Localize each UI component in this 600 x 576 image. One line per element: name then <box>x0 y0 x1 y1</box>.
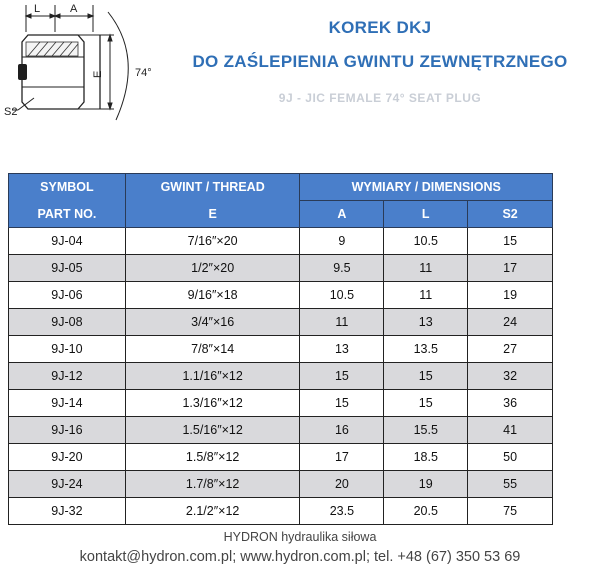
table-row <box>9 417 553 444</box>
table-row <box>9 228 553 255</box>
cell-thread: 7/16″×20 <box>125 228 300 255</box>
dimensions-table <box>8 173 553 525</box>
cell-s2: 41 <box>468 417 553 444</box>
cell-part-no: 9J-14 <box>9 390 126 417</box>
cell-thread: 9/16″×18 <box>125 282 300 309</box>
cell-part-no: 9J-20 <box>9 444 126 471</box>
cell-thread: 1.3/16″×12 <box>125 390 300 417</box>
table-row <box>9 255 553 282</box>
table-row <box>9 471 553 498</box>
cell-a: 10.5 <box>300 282 384 309</box>
header-thread: GWINT / THREAD <box>125 174 300 201</box>
table-row <box>9 498 553 525</box>
dim-label-L: L <box>34 3 41 15</box>
cell-s2: 24 <box>468 309 553 336</box>
cell-part-no: 9J-16 <box>9 417 126 444</box>
cell-s2: 15 <box>468 228 553 255</box>
header-part-no: PART NO. <box>9 201 126 228</box>
cell-a: 15 <box>300 363 384 390</box>
cell-s2: 27 <box>468 336 553 363</box>
cell-l: 15.5 <box>384 417 468 444</box>
cell-part-no: 9J-08 <box>9 309 126 336</box>
cell-s2: 36 <box>468 390 553 417</box>
table-row <box>9 363 553 390</box>
cell-thread: 1/2″×20 <box>125 255 300 282</box>
dim-label-S2: S2 <box>4 106 18 118</box>
cell-a: 23.5 <box>300 498 384 525</box>
header-e: E <box>125 201 300 228</box>
cell-part-no: 9J-06 <box>9 282 126 309</box>
table-row <box>9 309 553 336</box>
cell-part-no: 9J-10 <box>9 336 126 363</box>
cell-part-no: 9J-24 <box>9 471 126 498</box>
dim-label-E: E <box>92 70 104 78</box>
table-header-row <box>9 174 553 201</box>
cell-l: 11 <box>384 282 468 309</box>
cell-l: 11 <box>384 255 468 282</box>
table-row <box>9 390 553 417</box>
cell-thread: 1.5/16″×12 <box>125 417 300 444</box>
table-row <box>9 336 553 363</box>
cell-s2: 32 <box>468 363 553 390</box>
table-row <box>9 444 553 471</box>
plug-technical-drawing <box>4 2 174 130</box>
page-subtitle: DO ZAŚLEPIENIA GWINTU ZEWNĘTRZNEGO <box>192 52 568 71</box>
company-name: HYDRON hydraulika siłowa <box>223 530 377 544</box>
cell-part-no: 9J-32 <box>9 498 126 525</box>
cell-thread: 1.1/16″×12 <box>125 363 300 390</box>
cell-a: 13 <box>300 336 384 363</box>
table-subheader-row <box>9 201 553 228</box>
cell-l: 19 <box>384 471 468 498</box>
cell-thread: 2.1/2″×12 <box>125 498 300 525</box>
cell-l: 15 <box>384 363 468 390</box>
dim-label-A: A <box>70 3 78 15</box>
cell-s2: 55 <box>468 471 553 498</box>
english-subtitle: 9J - JIC FEMALE 74° SEAT PLUG <box>278 91 482 105</box>
cell-a: 11 <box>300 309 384 336</box>
angle-label: 74° <box>135 67 152 79</box>
cell-s2: 50 <box>468 444 553 471</box>
cell-s2: 75 <box>468 498 553 525</box>
header-symbol: SYMBOL <box>9 174 126 201</box>
cell-a: 9 <box>300 228 384 255</box>
cell-a: 15 <box>300 390 384 417</box>
header-dimensions: WYMIARY / DIMENSIONS <box>300 174 553 201</box>
cell-l: 18.5 <box>384 444 468 471</box>
cell-part-no: 9J-12 <box>9 363 126 390</box>
cell-a: 17 <box>300 444 384 471</box>
cell-thread: 7/8″×14 <box>125 336 300 363</box>
page-title: KOREK DKJ <box>328 18 432 37</box>
cell-l: 15 <box>384 390 468 417</box>
cell-thread: 1.7/8″×12 <box>125 471 300 498</box>
table-row <box>9 282 553 309</box>
cell-l: 13 <box>384 309 468 336</box>
cell-s2: 17 <box>468 255 553 282</box>
header-a: A <box>300 201 384 228</box>
cell-s2: 19 <box>468 282 553 309</box>
cell-a: 9.5 <box>300 255 384 282</box>
cell-a: 20 <box>300 471 384 498</box>
cell-l: 10.5 <box>384 228 468 255</box>
cell-a: 16 <box>300 417 384 444</box>
cell-part-no: 9J-05 <box>9 255 126 282</box>
cell-thread: 3/4″×16 <box>125 309 300 336</box>
contact-line: kontakt@hydron.com.pl; www.hydron.com.pl; tel. +48 (67) 350 53 69 <box>79 549 521 565</box>
header-l: L <box>384 201 468 228</box>
cell-l: 13.5 <box>384 336 468 363</box>
cell-thread: 1.5/8″×12 <box>125 444 300 471</box>
cell-l: 20.5 <box>384 498 468 525</box>
header-s2: S2 <box>468 201 553 228</box>
cell-part-no: 9J-04 <box>9 228 126 255</box>
